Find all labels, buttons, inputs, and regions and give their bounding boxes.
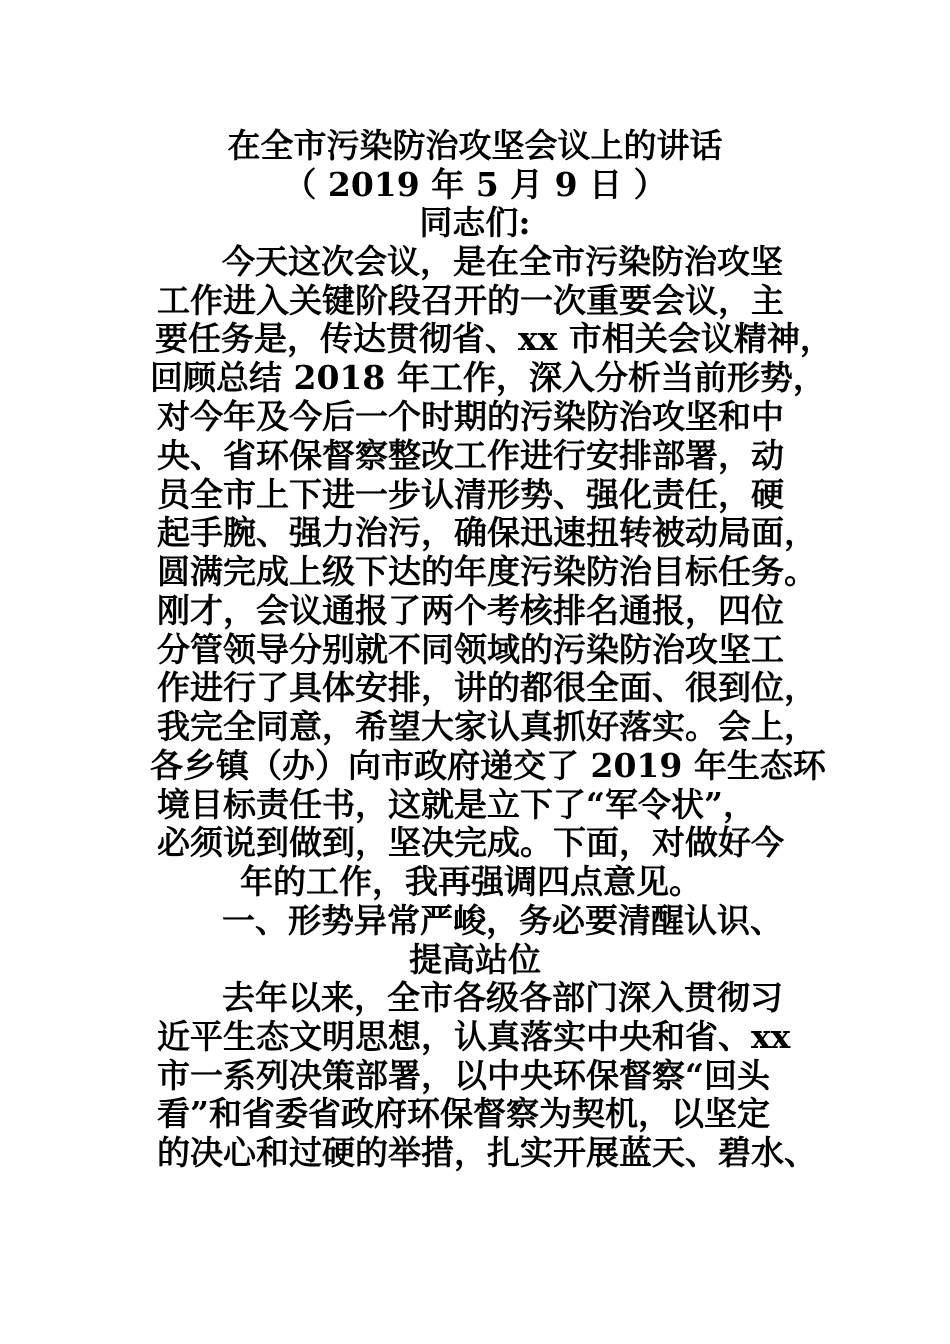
paragraph-line: 对今年及今后一个时期的污染防治攻坚和中 (157, 397, 784, 436)
document-title: 在全市污染防治攻坚会议上的讲话 (227, 126, 723, 165)
paragraph-line: 今天这次会议，是在全市污染防治攻坚 (222, 242, 783, 281)
paragraph-line: 作进行了具体安排，讲的都很全面、很到位， (157, 668, 817, 707)
paragraph-line: 去年以来，全市各级各部门深入贯彻习 (222, 978, 783, 1017)
salutation: 同志们: (419, 203, 531, 242)
paragraph-line: 圆满完成上级下达的年度污染防治目标任务。 (157, 552, 817, 591)
section-heading-line: 提高站位 (409, 940, 541, 979)
paragraph-line: 各乡镇（办）向市政府递交了 2019 年生态环 (150, 746, 826, 785)
paragraph-line: 分管领导分别就不同领域的污染防治攻坚工 (157, 630, 784, 669)
paragraph-line: 境目标责任书，这就是立下了“军令状”， (157, 785, 756, 824)
paragraph-line: 刚才，会议通报了两个考核排名通报，四位 (157, 591, 784, 630)
section-heading-line: 一、形势异常严峻，务必要清醒认识、 (222, 901, 783, 940)
paragraph-line: 起手腕、强力治污，确保迅速扭转被动局面， (157, 513, 817, 552)
paragraph-line: 年的工作，我再强调四点意见。 (240, 862, 702, 901)
paragraph-line: 央、省环保督察整改工作进行安排部署，动 (157, 436, 784, 475)
paragraph-line: 回顾总结 2018 年工作，深入分析当前形势， (150, 358, 826, 397)
paragraph-line: 近平生态文明思想，认真落实中央和省、xx (157, 1017, 791, 1056)
paragraph-line: 员全市上下进一步认清形势、强化责任，硬 (157, 475, 784, 514)
paragraph-line: 市一系列决策部署，以中央环保督察“回头 (157, 1056, 770, 1095)
paragraph-line: 我完全同意，希望大家认真抓好落实。会上， (157, 707, 817, 746)
paragraph-line: 看”和省委省政府环保督察为契机，以坚定 (157, 1094, 770, 1133)
paragraph-line: 工作进入关键阶段召开的一次重要会议，主 (157, 281, 784, 320)
paragraph-line: 的决心和过硬的举措，扎实开展蓝天、碧水、 (157, 1133, 817, 1172)
paragraph-line: 必须说到做到，坚决完成。下面，对做好今 (157, 823, 784, 862)
document-date: （ 2019 年 5 月 9 日 ） (283, 165, 667, 204)
paragraph-line: 要任务是，传达贯彻省、xx 市相关会议精神， (155, 319, 833, 358)
